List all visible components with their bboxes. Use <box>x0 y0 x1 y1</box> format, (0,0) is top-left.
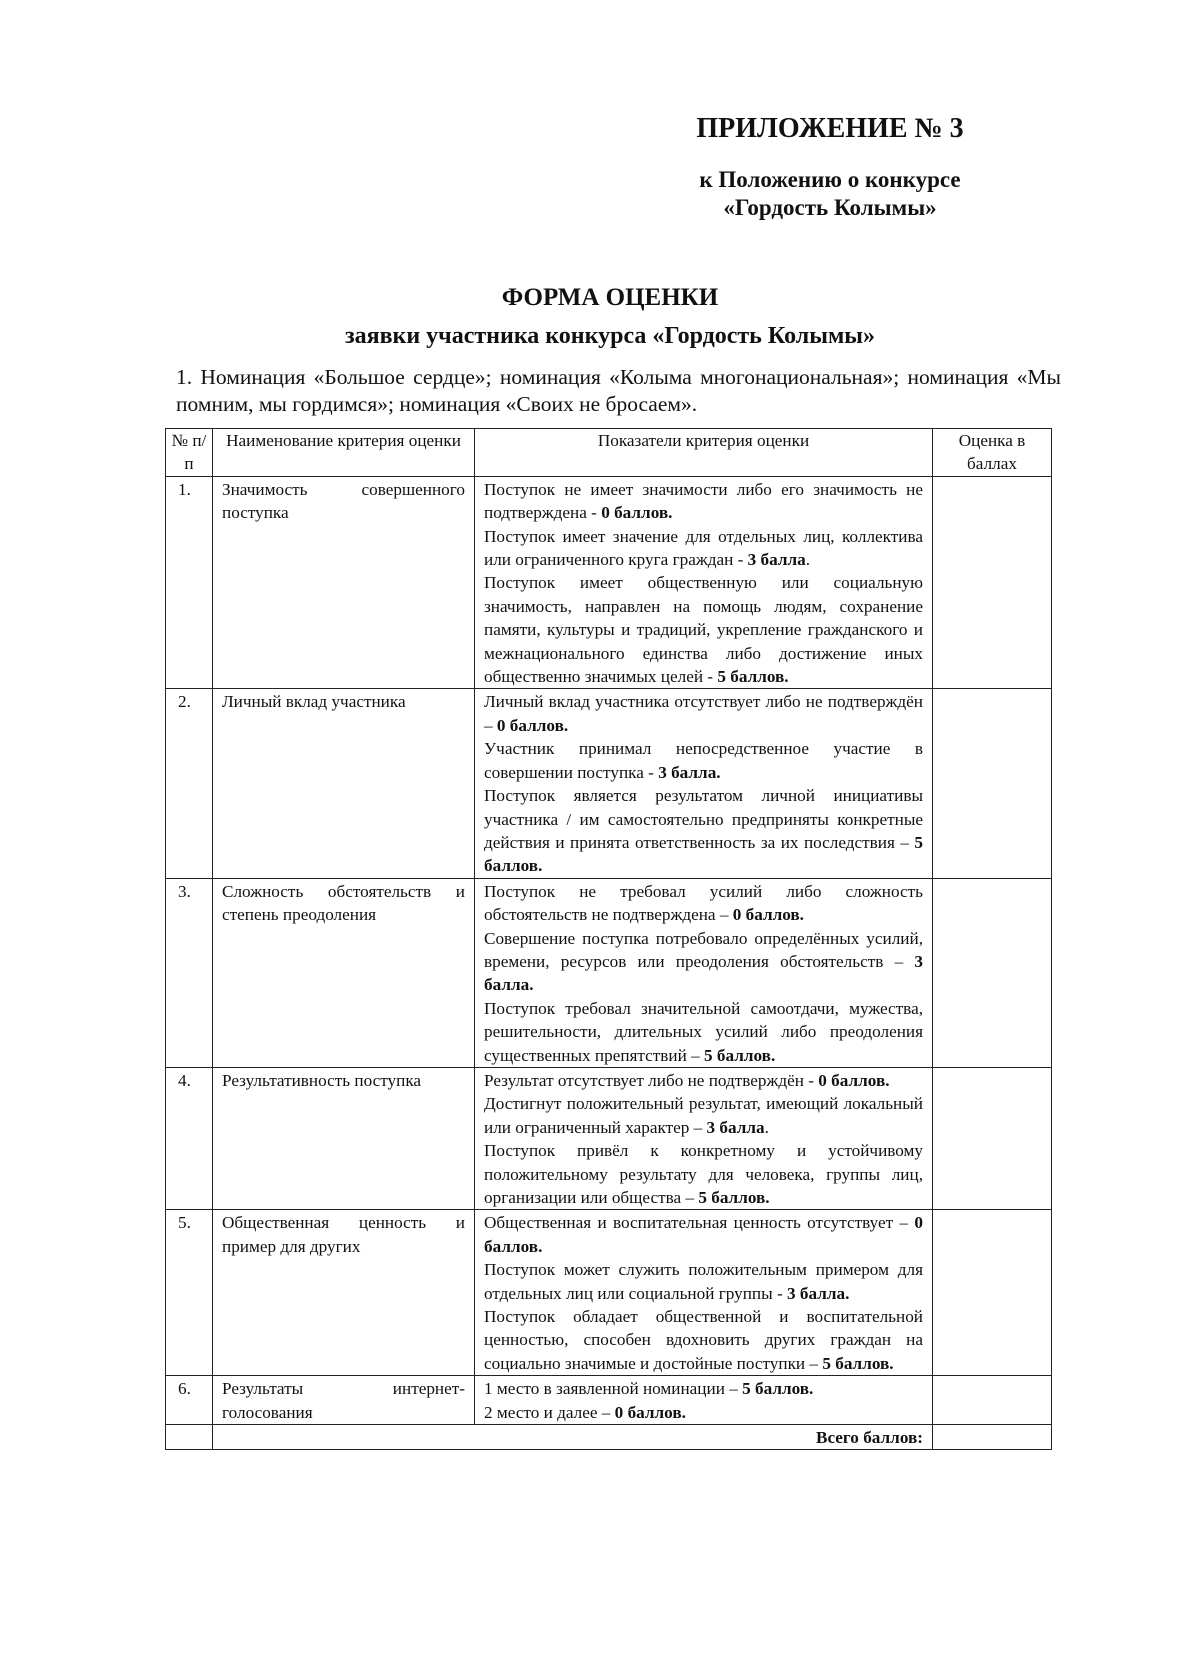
indicator-line <box>484 880 923 927</box>
table-header-row <box>166 429 1052 477</box>
evaluation-table <box>165 428 1052 1450</box>
indicator-text: Поступок не требовал усилий либо сложность обстоятельств не подтверждена – <box>484 881 923 925</box>
indicator-line <box>484 690 923 737</box>
total-row <box>166 1425 1052 1450</box>
indicator-line <box>484 1377 923 1400</box>
table-row <box>166 878 1052 1067</box>
indicator-points: 5 баллов. <box>717 667 789 687</box>
row-score-cell <box>933 1067 1052 1209</box>
row-number: 4. <box>166 1067 213 1209</box>
indicator-text: Поступок имеет значение для отдельных лиц, коллектива или ограниченного круга граждан - <box>484 526 923 570</box>
indicator-punct: . <box>764 1117 769 1137</box>
indicator-text: 2 место и далее – <box>484 1402 615 1422</box>
header-num: № п/п <box>166 429 213 477</box>
row-criterion: Общественная ценность и пример для других <box>213 1210 475 1376</box>
indicator-text: Совершение поступка потребовало определённых усилий, времени, ресурсов или преодоления обстоятельств – <box>484 928 923 971</box>
form-title-sub: заявки участника конкурса «Гордость Колымы» <box>344 323 876 349</box>
indicator-points: 0 баллов. <box>496 715 569 735</box>
table-row <box>166 1067 1052 1209</box>
row-number: 2. <box>166 689 213 878</box>
total-empty-cell <box>166 1425 213 1450</box>
row-criterion: Результаты интернет-голосования <box>213 1376 475 1425</box>
indicator-points: 0 баллов. <box>601 503 673 523</box>
indicator-line <box>484 1401 923 1424</box>
total-label: Всего баллов: <box>213 1425 933 1450</box>
appendix-reference: к Положению о конкурсе <box>699 167 961 192</box>
table-row <box>166 689 1052 878</box>
row-indicators <box>475 1067 933 1209</box>
row-criterion: Сложность обстоятельств и степень преодоления <box>213 878 475 1067</box>
row-indicators <box>475 1210 933 1376</box>
indicator-text: Личный вклад участника отсутствует либо не подтверждён – <box>484 692 923 735</box>
indicator-text: Поступок не имеет значимости либо его значимость не подтверждена - <box>484 479 923 523</box>
indicator-line <box>484 927 923 997</box>
appendix-number: ПРИЛОЖЕНИЕ № 3 <box>696 113 964 144</box>
row-score-cell <box>933 1210 1052 1376</box>
row-criterion: Результативность поступка <box>213 1067 475 1209</box>
appendix-contest-name: «Гордость Колымы» <box>723 195 937 220</box>
row-indicators <box>475 1376 933 1425</box>
row-number: 3. <box>166 878 213 1067</box>
indicator-points: 3 балла. <box>658 762 721 782</box>
indicator-line <box>484 1092 923 1139</box>
row-score-cell <box>933 476 1052 689</box>
indicator-points: 5 баллов. <box>704 1045 776 1065</box>
row-score-cell <box>933 689 1052 878</box>
row-number: 1. <box>166 476 213 689</box>
indicator-line <box>484 1258 923 1305</box>
table-row <box>166 1210 1052 1376</box>
indicator-points: 0 баллов. <box>614 1402 686 1422</box>
header-criterion: Наименование критерия оценки <box>213 429 475 477</box>
indicator-punct: . <box>805 550 811 570</box>
indicator-line <box>484 997 923 1067</box>
form-title-main: ФОРМА ОЦЕНКИ <box>501 284 719 311</box>
indicator-text: Достигнут положительный результат, имеющий локальный или ограниченный характер – <box>484 1094 923 1137</box>
row-indicators <box>475 689 933 878</box>
form-title <box>165 282 1055 352</box>
row-number: 5. <box>166 1210 213 1376</box>
indicator-points: 5 баллов. <box>742 1379 814 1399</box>
row-score-cell <box>933 1376 1052 1425</box>
indicator-points: 0 баллов. <box>818 1070 890 1090</box>
indicator-line <box>484 784 923 878</box>
indicator-points: 5 баллов. <box>698 1188 770 1207</box>
row-criterion: Значимость совершенного поступка <box>213 476 475 689</box>
indicator-points: 3 балла <box>706 1117 765 1137</box>
row-indicators <box>475 476 933 689</box>
indicator-line <box>484 525 923 572</box>
indicator-points: 0 баллов. <box>732 905 804 925</box>
indicator-line <box>484 571 923 688</box>
indicator-points: 3 балла <box>747 550 806 570</box>
appendix-header <box>640 112 1020 222</box>
indicator-text: Участник принимал непосредственное участие в совершении поступка - <box>484 739 923 782</box>
row-indicators <box>475 878 933 1067</box>
indicator-text: Поступок требовал значительной самоотдачи, мужества, решительности, длительных усилий либо преодоления существенных препятствий – <box>484 998 923 1065</box>
row-criterion: Личный вклад участника <box>213 689 475 878</box>
indicator-text: Поступок обладает общественной и воспитательной ценностью, способен вдохновить других граждан на социально значимые и достойные поступки – <box>484 1307 923 1373</box>
table-row <box>166 476 1052 689</box>
indicator-text: Поступок привёл к конкретному и устойчивому положительному результату для человека, группы лиц, организации или общества – <box>484 1141 923 1207</box>
indicator-points: 3 балла. <box>787 1283 850 1303</box>
indicator-points: 3 балла. <box>484 951 923 995</box>
indicator-text: Общественная и воспитательная ценность отсутствует – <box>484 1213 915 1233</box>
nominations-paragraph: 1. Номинация «Большое сердце»; номинация «Колыма многонациональная»; номинация «Мы помним, мы гордимся»; номинация «Своих не бросаем». <box>176 365 1061 416</box>
row-number: 6. <box>166 1376 213 1425</box>
indicator-points: 0 баллов. <box>484 1213 923 1256</box>
indicator-text: Результат отсутствует либо не подтверждён - <box>484 1070 819 1090</box>
header-indicators: Показатели критерия оценки <box>475 429 933 477</box>
total-score-cell <box>933 1425 1052 1450</box>
indicator-line <box>484 1069 923 1092</box>
row-score-cell <box>933 878 1052 1067</box>
header-score: Оценка в баллах <box>933 429 1052 477</box>
indicator-line <box>484 1139 923 1209</box>
indicator-line <box>484 1305 923 1375</box>
indicator-line <box>484 737 923 784</box>
table-row <box>166 1376 1052 1425</box>
indicator-points: 5 баллов. <box>822 1353 894 1373</box>
indicator-text: Поступок является результатом личной инициативы участника / им самостоятельно предприняты конкретные действия и принята ответственность за их последствия – <box>484 786 923 852</box>
indicator-text: 1 место в заявленной номинации – <box>484 1379 743 1399</box>
indicator-line <box>484 478 923 525</box>
indicator-text: Поступок может служить положительным примером для отдельных лиц или социальной группы - <box>484 1260 923 1303</box>
indicator-text: Поступок имеет общественную или социальную значимость, направлен на помощь людям, сохранение памяти, культуры и традиций, укрепление гражданского и межнационального единства либо достижение иных общественно значимых целей - <box>484 573 923 687</box>
indicator-line <box>484 1211 923 1258</box>
indicator-points: 5 баллов. <box>484 832 923 876</box>
